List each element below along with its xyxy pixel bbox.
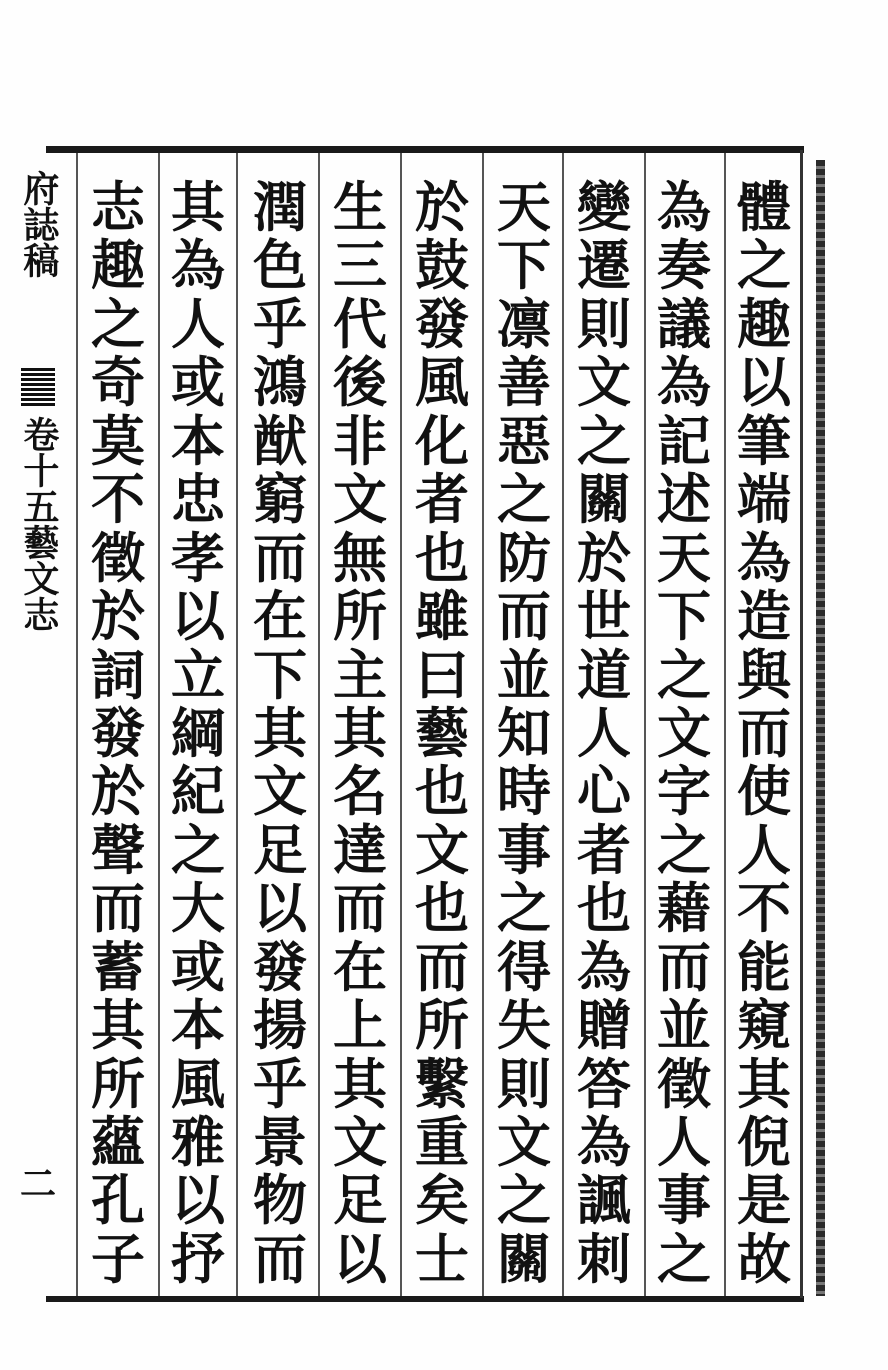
glyph: 下: [497, 233, 551, 298]
glyph: 防: [497, 525, 551, 590]
glyph: 於: [91, 759, 145, 824]
glyph: 人: [657, 1110, 711, 1174]
glyph: 人: [171, 291, 225, 356]
glyph: 色: [253, 233, 307, 298]
glyph: 而: [497, 584, 551, 649]
glyph: 文: [577, 350, 631, 415]
glyph: 造: [737, 584, 791, 649]
glyph: 於: [415, 175, 469, 239]
glyph: 詞: [91, 642, 145, 707]
glyph: 文: [333, 467, 387, 532]
glyph: 變: [577, 175, 631, 239]
glyph: 知: [497, 700, 551, 765]
glyph: 凛: [497, 291, 551, 356]
glyph: 乎: [253, 291, 307, 356]
glyph: 則: [577, 291, 631, 356]
glyph: 文: [657, 700, 711, 765]
text-column-7: [250, 175, 310, 1291]
glyph: 並: [497, 642, 551, 707]
glyph: 無: [333, 525, 387, 590]
glyph: 潤: [253, 175, 307, 239]
glyph: 雅: [171, 1110, 225, 1174]
glyph: 為: [577, 1110, 631, 1174]
glyph: 之: [171, 817, 225, 882]
text-column-3: [574, 175, 634, 1291]
glyph: 揚: [253, 993, 307, 1058]
glyph: 為: [737, 525, 791, 590]
glyph: 則: [497, 1051, 551, 1116]
glyph: 為: [657, 175, 711, 239]
glyph: 文: [497, 1110, 551, 1174]
glyph: 之: [577, 408, 631, 473]
glyph: 孔: [91, 1168, 145, 1233]
glyph: 端: [737, 467, 791, 532]
glyph: 之: [497, 467, 551, 532]
glyph: 曰: [415, 642, 469, 707]
glyph: 子: [91, 1226, 145, 1291]
margin-column: [18, 170, 58, 1204]
glyph: 者: [577, 817, 631, 882]
chapter-label: 卷十五藝文志: [17, 416, 60, 632]
glyph: 關: [577, 467, 631, 532]
glyph: 而: [415, 934, 469, 999]
glyph: 事: [497, 817, 551, 882]
glyph: 時: [497, 759, 551, 824]
text-column-1: [734, 175, 794, 1291]
glyph: 或: [171, 934, 225, 999]
glyph: 以: [171, 584, 225, 649]
glyph: 本: [171, 408, 225, 473]
glyph: 之: [657, 817, 711, 882]
glyph: 以: [333, 1226, 387, 1291]
glyph: 徵: [657, 1051, 711, 1116]
glyph: 而: [737, 700, 791, 765]
glyph: 其: [333, 700, 387, 765]
glyph: 文: [333, 1110, 387, 1174]
glyph: 本: [171, 993, 225, 1058]
glyph: 其: [171, 175, 225, 239]
glyph: 後: [333, 350, 387, 415]
glyph: 志: [91, 175, 145, 239]
glyph: 議: [657, 291, 711, 356]
glyph: 之: [91, 291, 145, 356]
top-border-rule: [46, 146, 804, 153]
glyph: 化: [415, 408, 469, 473]
glyph: 三: [333, 233, 387, 298]
text-column-8: [168, 175, 228, 1291]
glyph: 於: [91, 584, 145, 649]
glyph: 倪: [737, 1110, 791, 1174]
glyph: 之: [497, 876, 551, 941]
glyph: 也: [415, 759, 469, 824]
glyph: 述: [657, 467, 711, 532]
text-column-4: [494, 175, 554, 1291]
glyph: 其: [253, 700, 307, 765]
glyph: 贈: [577, 993, 631, 1058]
glyph: 而: [253, 525, 307, 590]
glyph: 重: [415, 1110, 469, 1174]
glyph: 士: [415, 1226, 469, 1291]
glyph: 其: [737, 1051, 791, 1116]
glyph: 下: [253, 642, 307, 707]
glyph: 人: [577, 700, 631, 765]
glyph: 藉: [657, 876, 711, 941]
glyph: 字: [657, 759, 711, 824]
glyph: 景: [253, 1110, 307, 1174]
glyph: 雖: [415, 584, 469, 649]
glyph: 於: [577, 525, 631, 590]
glyph: 所: [415, 993, 469, 1058]
glyph: 為: [171, 233, 225, 298]
book-title: 府誌稿: [17, 170, 60, 278]
outer-right-border: [816, 160, 825, 1296]
glyph: 其: [91, 993, 145, 1058]
glyph: 而: [91, 876, 145, 941]
glyph: 天: [497, 175, 551, 239]
glyph: 關: [497, 1226, 551, 1291]
glyph: 使: [737, 759, 791, 824]
glyph: 忠: [171, 467, 225, 532]
glyph: 不: [737, 876, 791, 941]
glyph: 鼓: [415, 233, 469, 298]
glyph: 猷: [253, 408, 307, 473]
glyph: 風: [415, 350, 469, 415]
glyph: 之: [737, 233, 791, 298]
glyph: 遷: [577, 233, 631, 298]
glyph: 在: [333, 934, 387, 999]
glyph: 得: [497, 934, 551, 999]
glyph: 惡: [497, 408, 551, 473]
glyph: 以: [253, 876, 307, 941]
glyph: 代: [333, 291, 387, 356]
glyph: 善: [497, 350, 551, 415]
column-rule: [76, 153, 78, 1296]
glyph: 趣: [737, 291, 791, 356]
glyph: 以: [171, 1168, 225, 1233]
glyph: 之: [657, 1226, 711, 1291]
glyph: 莫: [91, 408, 145, 473]
text-column-2: [654, 175, 714, 1291]
glyph: 在: [253, 584, 307, 649]
glyph: 以: [737, 350, 791, 415]
glyph: 道: [577, 642, 631, 707]
text-column-6: [330, 175, 390, 1291]
glyph: 繫: [415, 1051, 469, 1116]
glyph: 答: [577, 1051, 631, 1116]
glyph: 文: [415, 817, 469, 882]
glyph: 所: [333, 584, 387, 649]
glyph: 綱: [171, 700, 225, 765]
glyph: 與: [737, 642, 791, 707]
glyph: 而: [333, 876, 387, 941]
column-rule: [562, 153, 564, 1296]
glyph: 蓄: [91, 934, 145, 999]
glyph: 文: [253, 759, 307, 824]
glyph: 諷: [577, 1168, 631, 1233]
glyph: 名: [333, 759, 387, 824]
glyph: 體: [737, 175, 791, 239]
glyph: 立: [171, 642, 225, 707]
glyph: 發: [91, 700, 145, 765]
glyph: 窮: [253, 467, 307, 532]
glyph: 故: [737, 1226, 791, 1291]
column-rule: [644, 153, 646, 1296]
glyph: 奇: [91, 350, 145, 415]
glyph: 足: [253, 817, 307, 882]
glyph: 刺: [577, 1226, 631, 1291]
glyph: 矣: [415, 1168, 469, 1233]
column-rule: [158, 153, 160, 1296]
glyph: 失: [497, 993, 551, 1058]
text-column-5: [412, 175, 472, 1291]
glyph: 發: [253, 934, 307, 999]
glyph: 風: [171, 1051, 225, 1116]
glyph: 其: [333, 1051, 387, 1116]
glyph: 窺: [737, 993, 791, 1058]
glyph: 抒: [171, 1226, 225, 1291]
glyph: 不: [91, 467, 145, 532]
column-rule: [482, 153, 484, 1296]
glyph: 趣: [91, 233, 145, 298]
column-rule: [400, 153, 402, 1296]
column-rule: [236, 153, 238, 1296]
column-rule: [724, 153, 726, 1296]
glyph: 所: [91, 1051, 145, 1116]
glyph: 而: [253, 1226, 307, 1291]
glyph: 聲: [91, 817, 145, 882]
glyph: 紀: [171, 759, 225, 824]
glyph: 下: [657, 584, 711, 649]
glyph: 並: [657, 993, 711, 1058]
glyph: 天: [657, 525, 711, 590]
glyph: 為: [577, 934, 631, 999]
glyph: 物: [253, 1168, 307, 1233]
glyph: 徵: [91, 525, 145, 590]
glyph: 為: [657, 350, 711, 415]
glyph: 蘊: [91, 1110, 145, 1174]
glyph: 孝: [171, 525, 225, 590]
glyph: 乎: [253, 1051, 307, 1116]
glyph: 發: [415, 291, 469, 356]
glyph: 事: [657, 1168, 711, 1233]
column-rule: [318, 153, 320, 1296]
text-column-9: [88, 175, 148, 1291]
glyph: 之: [657, 642, 711, 707]
glyph: 足: [333, 1168, 387, 1233]
glyph: 非: [333, 408, 387, 473]
bottom-border-rule: [46, 1296, 804, 1302]
glyph: 之: [497, 1168, 551, 1233]
glyph: 心: [577, 759, 631, 824]
glyph: 世: [577, 584, 631, 649]
inner-right-border: [800, 150, 803, 1298]
glyph: 鴻: [253, 350, 307, 415]
glyph: 生: [333, 175, 387, 239]
glyph: 能: [737, 934, 791, 999]
glyph: 也: [415, 525, 469, 590]
glyph: 奏: [657, 233, 711, 298]
glyph: 主: [333, 642, 387, 707]
glyph: 或: [171, 350, 225, 415]
glyph: 記: [657, 408, 711, 473]
glyph: 是: [737, 1168, 791, 1233]
glyph: 也: [415, 876, 469, 941]
glyph: 而: [657, 934, 711, 999]
glyph: 筆: [737, 408, 791, 473]
glyph: 也: [577, 876, 631, 941]
glyph: 者: [415, 467, 469, 532]
glyph: 上: [333, 993, 387, 1058]
glyph: 大: [171, 876, 225, 941]
page-number: 二: [19, 1163, 56, 1205]
glyph: 藝: [415, 700, 469, 765]
glyph: 達: [333, 817, 387, 882]
fishtail-mark: [21, 368, 55, 408]
glyph: 人: [737, 817, 791, 882]
